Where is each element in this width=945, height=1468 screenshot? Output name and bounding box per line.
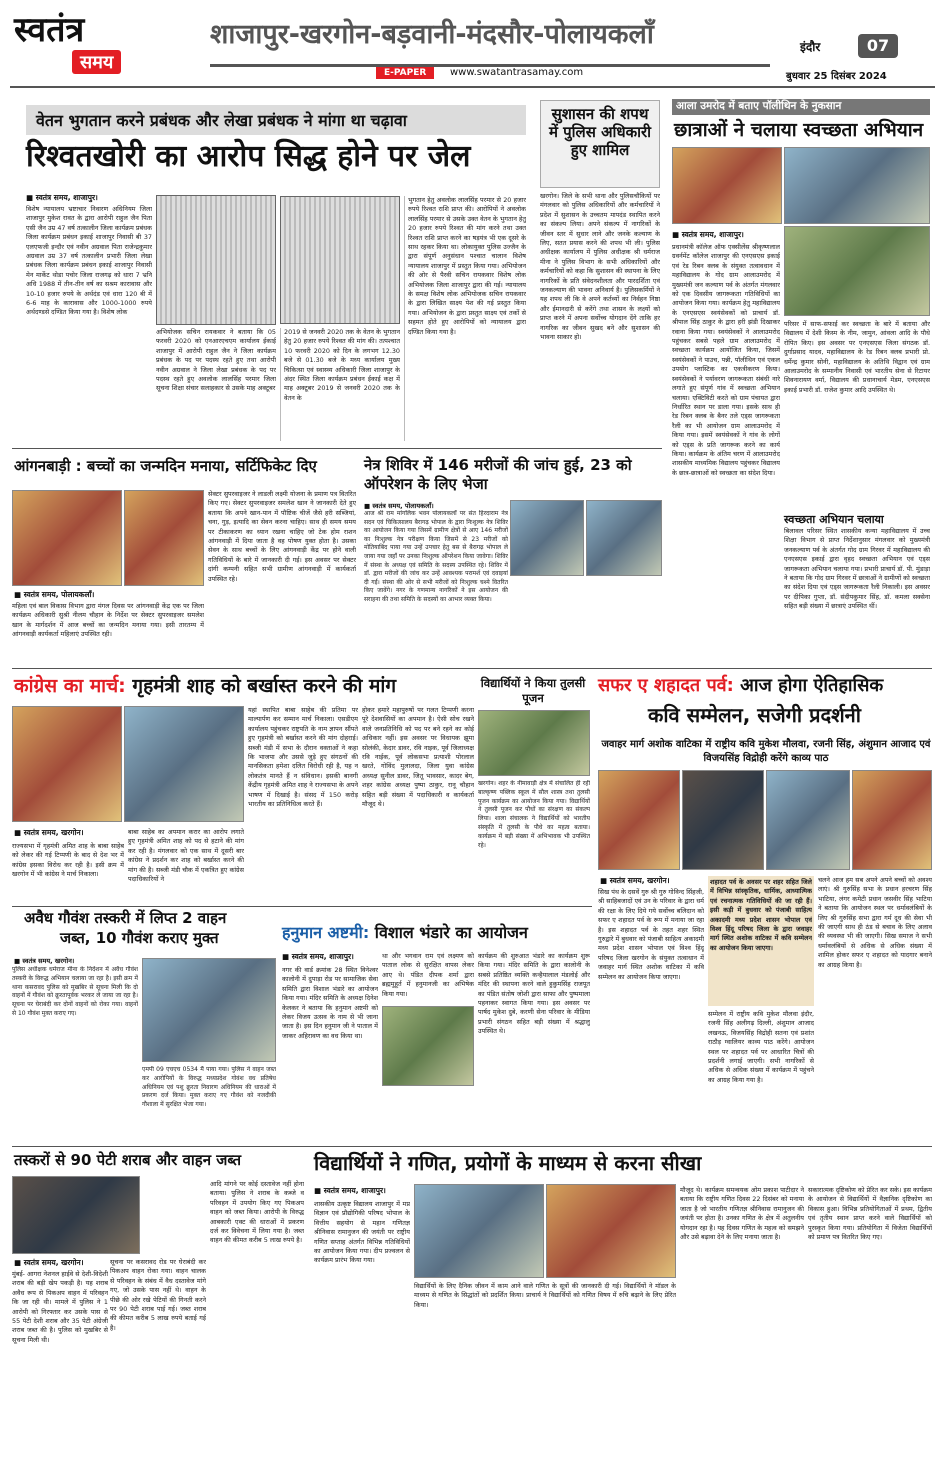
hanuman-photo	[382, 1006, 474, 1086]
anganwadi-col2: सेक्टर सुपरवाइजर ने लाडली लक्ष्मी योजना के प्रमाण पत्र वितरित किए गए। सेक्टर सुपरवाइजर समलेश खान ने जानकारी देते हुए बताया कि अपने खान-पान में पौष्टिक चीजें जैसे हरी सब्जियां, चना, गुड़, इत्यादि का सेवन करना चाहिए। साथ ही समय समय पर टीकाकरण का ध्यान रखना चाहिए जो टेक होम राशन आंगनवाड़ी में दिया जाता है वह पोषण युक्त होता है। उसका सेवन के साथ बच्चों के लिए आंगनवाड़ी केंद्र पर होने वाली गतिविधियों के बारे में जानकारी दी गई। इस अवसर पर सेक्टर दांगी कम्पनी सहित सभी ग्रामीण आंगनवाड़ी में कार्यकर्ता उपस्थित रहे।	[208, 490, 356, 583]
tulsi-headline: विद्यार्थियों ने किया तुलसी पूजन	[480, 676, 586, 705]
congress-photo-2	[124, 706, 244, 822]
clean-photo-2	[784, 147, 930, 224]
bribe-illustration-2	[280, 196, 400, 324]
anganwadi-col1: महिला एवं बाल विकास विभाग द्वारा मंगल दिवस पर आंगनवाड़ी केंद्र एक पर जिला कार्यक्रम अधिकारी सुश्री नीलम चौहान के निर्देश पर सेक्टर सुपरवाइजर समलेश खान के मार्गदर्शन में आज बच्चों का जन्मदिन मनाया गया। इसी तारतम्य में आंगनवाड़ी कार्यकर्ता महिलाएं उपस्थित रही।	[12, 602, 204, 639]
bribe-kicker: वेतन भुगतान करने प्रबंधक और लेखा प्रबंधक ने मांगा था चढ़ावा	[36, 111, 407, 130]
anganwadi-photo-1	[12, 490, 122, 586]
page-number: 07	[858, 34, 898, 58]
police-headline: सुशासन की शपथ में पुलिस अधिकारी हुए शामिल	[548, 105, 652, 159]
safar-photo-4	[852, 770, 932, 870]
anganwadi-byline: ■ स्वतंत्र समय, पोलायकलाँ।	[14, 590, 95, 599]
congress-col2: बाबा साहेब का अपमान करार का आरोप लगाते हुए गृहमंत्री अमित शाह को पद से हटाने की मांग कर रही है। मंगलवार को एक साथ में दूसरी बार कांग्रेस ने प्रदर्शन कर शाह को बर्खास्त करने की मांग की है। सब्जी मंडी चौक में एकत्रित हुए कांग्रेस पदाधिकारियों ने	[128, 828, 244, 884]
hanuman-headline-wrap	[282, 924, 592, 942]
hanuman-byline: ■ स्वतंत्र समय, शाजापुर।	[282, 952, 354, 961]
congress-byline: ■ स्वतंत्र समय, खरगोन।	[14, 828, 84, 837]
bribe-headline: रिश्वतखोरी का आरोप सिद्ध होने पर जेल	[26, 139, 471, 174]
cow-byline: ■ स्वतंत्र समय, खरगोन।	[14, 957, 75, 965]
liquor-headline: तस्करों से 90 पेटी शराब और वाहन जब्त	[14, 1151, 242, 1169]
math-headline: विद्यार्थियों ने गणित, प्रयोगों के माध्यम से करना सीखा	[314, 1151, 702, 1175]
tulsi-body: खरगोन। शहर के नीमावाड़ी क्षेत्र में संचालित ही रही बाल्कृष्ण पब्लिक स्कूल में सौल शास्त्र तथा तुलसी पूजन कार्यक्रम का आयोजन किया गया। विद्यार्थियों ने तुलसी पूजन कर पौधों का संरक्षण का संकल्प लिया। शाला संचालक ने विद्यार्थियों को भारतीय संस्कृति में तुलसी के पौधे का महत्व बताया। कार्यक्रम में बड़ी संख्या में अभिभावक भी उपस्थित रहे।	[478, 780, 590, 849]
congress-headline: गृहमंत्री शाह को बर्खास्त करने की मांग	[132, 675, 397, 697]
clean-sub-headline: स्वच्छता अभियान चलाया	[784, 513, 884, 526]
hanuman-col1: नगर की वार्ड क्रमांक 28 स्थित विनेश्वर कालोनी में दुपाड़ा रोड पर सामाजिक सेवा समिति द्वारा विशाल भंडारे का आयोजन किया गया। मंदिर समिति के अध्यक्ष दिनेश केलकर ने बताया कि हनुमान अष्टमी को लेकर विजय उत्सव के नाम से भी जाना जाता है। इस दिन हनुमान जी ने पाताल में जाकर अहिरावण का वध किया था।	[282, 966, 378, 1040]
tulsi-photo	[478, 710, 590, 776]
safar-headline-2: कवि सम्मेलन, सजेगी प्रदर्शनी	[648, 703, 861, 727]
liquor-col1: मुंबई- आगरा नेशनल हाईवे से देशी-विदेशी शराब की बड़ी खेप पकड़ी है। यह शराब अवैध रूप से पिकअप वाहन में परिवहन कि जा रही थी। मामले में पुलिस ने 1 आरोपी को गिरफ्तार कर उसके पास से 55 पेटी देशी शराब और 35 पेटी अंग्रेजी शराब जब्त की है। पुलिस को मुखबिर से सूचना मिली थी।	[12, 1270, 108, 1344]
website-link[interactable]: www.swatantrasamay.com	[450, 67, 584, 78]
section-divider-4	[12, 1146, 932, 1147]
eye-photo-2	[586, 500, 662, 576]
bribe-col1: विशेष न्यायालय भ्रष्टाचार निवारण अधिनियम जिला शाजापुर मुकेश रावत के द्वारा आरोपी राहुल जैन पिता एसी जैन उम्र 47 वर्ष तत्कालीन जिला कार्यक्रम प्रबंधक जिला कार्यक्रम प्रबंधन इकाई शाजापुर निवासी बी 37 एलएफजी इन्दौर एवं नवीन अग्रवाल पिता राजेन्द्रकुमार अग्रवाल उम्र 37 वर्ष तत्कालीन प्रभारी जिला लेखा प्रबंधक जिला कार्यक्रम प्रबंधन इकाई शाजापुर निवासी मेन मार्केट थोडा पचोर जिला राजगढ़ को धारा 7 भ्रनि अधि 1988 में तीन-तीन वर्ष का सश्रम कारावास और 10-10 हजार रुपये के अर्थदंड एवं धारा 120 बी में 6-6 माह के कारावास और 1000-1000 रुपये अर्थदण्डसे दण्डित किया गया है। विशेष लोक	[26, 205, 152, 317]
clean-col2: परिसर में साफ-सफाई कर स्वच्छता के बारे में बताया और विद्यालय में देशी किस्म के नीम, जामुन, आंवला आदि के पौधे रोपित किए। इस अवसर पर एनएसएस जिला संगठक डॉ. दुर्गाप्रसाद यादव, महाविद्यालय के रेड रिबन क्लब प्रभारी प्रो. धर्मेन्द्र कुमार सोनी, महाविद्यालय के अतिथि विद्वान एवं ग्राम आलाउमरोद के सम्मानीय निवासी एवं भारतीय सेना से रिटायर शिवनारायण वर्मा, विद्यालय की प्रधानाचार्य मेडम, एनएसएस इकाई प्रभारी डॉ. राजेश कुमार आदि उपस्थित थे।	[784, 320, 930, 394]
safar-col3: चलने आज हम सब अपने अपने बच्चों को अवश्य लाएं। श्री गुरुसिंह सभा के प्रधान हरचरण सिंह भाटिया, लंगर कमेटी प्रधान जसवीर सिंह भाटिया ने बताया कि आयोजन स्थल पर धर्मावलंबियों के लिए श्री गुरुसिंह सभा द्वारा गर्म दूध की सेवा भी की जाएगी साथ ही ठंड से बचाव के लिए अलाव की व्यवस्था भी की जाएगी। सिख समाज ने सभी धर्मावलंबियों से अधिक से अधिक संख्या में शामिल होकर सफर ए शहादत को यादगार बनाने का आग्रह किया है।	[818, 876, 932, 969]
safar-col1: सिख पंथ के दसवें गुरु श्री गुरु गोविन्द सिंहजी, श्री साहिबजादों एवं उन के परिवार के द्वारा धर्म की रक्षा के लिए दिये गये सर्वोच्च बलिदान को सफर ए शहादत पर्व के रूप में मनाया जा रहा है। इस शहादत पर्व के तहत शहर स्थित गुरुद्वारे में बुधवार को पंजाबी साहित्य अकादमी मध्य प्रदेश शासन भोपाल एवं विश्व हिंदू परिषद जिला खरगोन के संयुक्त तत्वाधान में जवाहर मार्ग स्थित अशोक वाटिका में कवि सम्मेलन का आयोजन किया जाएगा।	[598, 888, 704, 981]
liquor-photo	[12, 1176, 140, 1254]
safar-deck: जवाहर मार्ग अशोक वाटिका में राष्ट्रीय कवि मुकेश मौलवा, रजनी सिंह, अंशुमान आजाद एवं विजयसिंह विद्रोही करेंगे काव्य पाठ	[601, 739, 931, 764]
bribe-col2: अभियोजक सचिन रायकवार ने बताया कि 05 फरवरी 2020 को एनआरएचएम कार्यालय ईकाई शाजापुर में आरोपी राहुल जैन ने जिला कार्यक्रम प्रबंधक के पद पर पदस्थ रहते हुए तथा आरोपी नवीन अग्रवाल ने जिला लेखा प्रबंधक के पद पर पदस्थ रहते हुए अवलोक लालसिंह परमार जिला सूचना शिक्षा संचार सलाहकार से उसके माह अक्टूबर	[156, 328, 276, 393]
safar-headline-1: आज होगा ऐतिहासिक	[740, 675, 884, 696]
bribe-col3: 2019 से जनवरी 2020 तक के वेतन के भुगतान हेतु 20 हजार रुपये रिश्वत की मांग की। तत्पश्चात 10 फरवरी 2020 को दिन के लगभग 12.30 बजे से 01.30 बजे के मध्य कार्यालय मुख्य चिकित्सा एवं स्वास्थ्य अधिकारी जिला शाजापुर के अंदर स्थित जिला कार्यक्रम प्रबंधन ईकाई कक्ष में माह अक्टूबर 2019 से जनवरी 2020 तक के वेतन के	[280, 328, 400, 441]
math-col1: शासकीय उत्कृष्ट विद्यालय शाजापुर में मप्र विज्ञान एवं प्रौद्योगिकी परिषद भोपाल के वित्तीय सहयोग से महान गणितज्ञ श्रीनिवास रामानुजन की जयंती पर राष्ट्रीय गणित सप्ताह अंतर्गत विभिन्न गतिविधियों का आयोजन किया गया। दीप प्रज्वलन से कार्यक्रम प्रारंभ किया गया।	[314, 1200, 410, 1265]
clean-photo-1	[672, 147, 782, 224]
congress-col3: यहां स्थापित बाबा साहेब की प्रतिमा पर माल्यार्पण कर सम्मान मार्च निकाला। एसडीएम कार्यालय पहुंचकर राष्ट्रपति के नाम ज्ञापन सौंपते हुए गृहमंत्री को बर्खास्त करने की मांग दोहराई। सब्जी मंडी में सभा के दौरान वक्ताओं ने कहा कि भाजपा और उससे जुड़े हुए संगठनों की मानसिकता हमेशा दलित विरोधी रही है, यह न लोकतंत्र मानते हैं न संविधान। इसकी बानगी केंद्रीय गृहमंत्री अमित शाह ने राज्यसभा के अपने भाषण में दिखाई है। संसद में 150 करोड़ भारतीय का प्रतिनिधित्व करते हैं।	[248, 706, 358, 809]
cow-col1: पुलिस अधीक्षक धर्मराज मीना के निर्देशन में अवैध गौवंश तस्करी के विरुद्ध अभियान चलाया जा रहा है। इसी क्रम में थाना कसरावद पुलिस को मुखबिर से सूचना मिली कि दो वाहनों में गौवंश को क्रूरतापूर्वक भरकर ले जाया जा रहा है। सूचना पर घेराबंदी कर दोनों वाहनों को रोका गया। वाहनों से 10 गौवंश मुक्त कराए गए।	[12, 966, 138, 1017]
anganwadi-photo-2	[124, 490, 204, 586]
edition-title: शाजापुर-खरगोन-बड़वानी-मंदसौर-पोलायकलाँ	[210, 19, 654, 50]
section-divider-1	[12, 448, 662, 449]
epaper-label: E-PAPER	[376, 67, 434, 79]
safar-headline-prefix: सफर ए शहादत पर्व:	[598, 675, 734, 696]
safar-byline: ■ स्वतंत्र समय, खरगोन।	[600, 876, 670, 885]
section-divider-3	[12, 906, 592, 907]
masthead-logo	[14, 10, 164, 82]
bribe-illustration	[156, 195, 276, 325]
hanuman-col2: था और भगवान राम एवं लक्ष्मण को पाताल लोक से सुरक्षित वापस लेकर आए थे। पंडित दीपक शर्मा द्वारा ब्रह्ममुहूर्त में हनुमानजी का अभिषेक किया गया।	[382, 952, 474, 998]
masthead-divider	[10, 86, 935, 88]
eye-photo-1	[510, 500, 584, 576]
clean-kicker: आला उमरोद में बताए पॉलीथिन के नुकसान	[672, 99, 930, 115]
safar-callout: शहादत पर्व के अवसर पर शहर सहित जिले में विभिन्न सांस्कृतिक, धार्मिक, आध्यात्मिक एवं रचनात्मक गतिविधियों की जा रही हैं। इसी कड़ी में बुधवार को पंजाबी साहित्य अकादमी मध्य प्रदेश शासन भोपाल एवं विश्व हिंदू परिषद जिला के द्वारा जवाहर मार्ग स्थित अशोक वाटिका में कवि सम्मेलन का आयोजन किया जाएगा।	[710, 878, 812, 952]
safar-photo-1	[598, 770, 680, 870]
cow-headline-2: जब्त, 10 गौवंश कराए मुक्त	[60, 929, 219, 947]
eye-byline: ■ स्वतंत्र समय, पोलायकलाँ।	[364, 502, 434, 510]
police-body: खरगोन। जिले के सभी थाना और पुलिसचौकियों पर मंगलवार को पुलिस अधिकारियों और कर्मचारियों ने प्रदेश में सुशासन के उच्चतम मापदंड स्थापित करने का संकल्प लिया। अपने संकल्प में नागरिकों के जीवन स्तर में सुधार लाने और जनके कल्याण के लिए, सतत प्रयास करने की शपथ भी ली। पुलिस अधीक्षक कार्यालय में पुलिस अधीक्षक श्री धर्मराज मीना ने पुलिस विभाग के सभी अधिकारियों और कर्मचारियों को कहा कि सुशासन की स्थापना के लिए नागरिकों के प्रति संवेदनशीलता और पारदर्शिता एवं जनकल्याण की भावना अनिवार्य है। पुलिसकर्मियों ने यह शपथ ली कि वे अपने कर्तव्यों का निर्वहन निष्ठा और ईमानदारी से करेंगे तथा शासन के लक्ष्यों को प्राप्त करने में अपना सर्वोच्च योगदान देंगे ताकि हर नागरिक का जीवन सुखद बने और सुशासन की भावना साकार हो।	[540, 192, 660, 342]
eye-headline: नेत्र शिविर में 146 मरीजों की जांच हुई, 23 को ऑपरेशन के लिए भेजा	[364, 456, 632, 493]
safar-col2: सम्मेलन में राष्ट्रीय कवि मुकेश मौलवा इंदौर, रजनी सिंह अलीगढ़ दिल्ली, अंशुमान आजाद लखनऊ, विजयसिंह विद्रोही सतना एवं प्रशांत राठौड़ ग्वालियर काव्य पाठ करेंगे। आयोजन स्थल पर शहादत पर्व पर आधारित चित्रों की प्रदर्शनी लगाई जाएगी। सभी नागरिकों से अधिक से अधिक संख्या में कार्यक्रम में पहुंचने का आग्रह किया गया है।	[708, 1010, 814, 1084]
math-col2: विद्यार्थियों के लिए दैनिक जीवन में काम आने वाले गणित के सूत्रों की जानकारी दी गई। विद्यार्थियों ने मॉडल के माध्यम से गणित के सिद्धांतों को प्रदर्शित किया। प्राचार्य ने विद्यार्थियों को गणित विषय में रुचि बढ़ाने के लिए प्रेरित किया।	[414, 1282, 676, 1309]
safar-photo-2	[682, 770, 764, 870]
cow-headline-1: अवैध गौवंश तस्करी में लिप्त 2 वाहन	[24, 909, 227, 927]
police-headline-box	[540, 100, 660, 188]
math-byline: ■ स्वतंत्र समय, शाजापुर।	[314, 1186, 386, 1195]
congress-photo-1	[12, 706, 122, 822]
hanuman-col3: कार्यक्रम की शुरुआत भंडारे का कार्यक्रम शुरू किया गया। मंदिर समिति के द्वारा कालोनी के सबसे प्रतिष्ठित व्यक्ति कन्हैयालाल मंडलोई और मंदिर की स्थापना करने वाले हुकुमसिंह राजपूत का पंडित संतोष जोशी द्वारा साफा और पुष्पमाला पहनाकर स्वागत किया गया। इस अवसर पर पार्षद मुकेश दुबे, करणी सेना परिवार के मीडिया प्रभारी संगठन सहित बड़ी संख्या में श्रद्धालु उपस्थित थे।	[478, 952, 590, 1036]
anganwadi-headline: आंगनबाड़ी : बच्चों का जन्मदिन मनाया, सर्टिफिकेट दिए	[14, 457, 317, 475]
eye-body-2	[510, 580, 662, 664]
safar-headline-wrap	[598, 676, 932, 696]
math-col4: सकारात्मक दृष्टिकोण को प्रेरित कर सके। इस कार्यक्रम के आयोजन से विद्यार्थियों में वैज्ञानिक दृष्टिकोण का विकास हुआ। विभिन्न प्रतियोगिताओं में प्रथम, द्वितीय एवं तृतीय स्थान प्राप्त करने वाले विद्यार्थियों को पुरस्कृत किया गया। प्रतियोगिता में विजेता विद्यार्थियों को प्रमाण पत्र वितरित किए गए।	[808, 1186, 932, 1242]
clean-photo-3	[784, 226, 930, 316]
issue-date: बुधवार 25 दिसंबर 2024	[786, 71, 887, 82]
safar-photo-3	[766, 770, 850, 870]
bribe-byline: ■ स्वतंत्र समय, शाजापुर।	[26, 193, 98, 202]
liquor-byline: ■ स्वतंत्र समय, खरगोन।	[14, 1258, 84, 1267]
bribe-col4: भुगतान हेतु अवलोक लालसिंह परमार से 20 हजार रुपये रिश्वत राशि प्राप्त की। आरोपियों ने अवलोक लालसिंह परमार से उसके उक्त वेतन के भुगतान हेतु 20 हजार रुपये रिश्वत की मांग करने तथा उक्त रिश्वत राशि प्राप्त करने का षड़यंत्र भी एक दूसरे के साथ रहकर किया था। लोकायुक्त पुलिस उज्जैन के द्वारा संपूर्ण अनुसंधान पश्चात चालान विशेष न्यायालय शाजापुर में प्रस्तुत किया गया। अभियोजन की ओर से पैरवी सचिन रायकवार विशेष लोक अभियोजक जिला शाजापुर द्वारा की गई। न्यायालय के समक्ष विशेष लोक अभियोजक सचिन रायकवार के द्वारा लिखित साक्ष्य पेश की गई प्रस्तुत किया गया। अभियोजन के द्वारा प्रस्तुत साक्ष्य एवं तर्को से सहमत होते हुए आरोपियों को न्यायालय द्वारा दण्डित किया गया है।	[404, 196, 526, 441]
bribe-kicker-box	[26, 105, 526, 135]
congress-col4: होकर हमारे महापुरुषों पर गलत टिप्पणी करना पूरे देशवासियों का अपमान है। ऐसी सोच रखने वाले जनप्रतिनिधि को पद पर बने रहने का कोई अधिकार नहीं। इस अवसर पर विधायक झूमा सोलंकी, केदार डावर, रवि नाइक, पूर्व जिलाध्यक्ष रवि नाईक, पूर्व लोकसभा प्रत्याशी पोरलाल खरते, गोविंद मुलालदा, जिला युवा कांग्रेस अध्यक्ष सुनील डावर, जितू भावसार, कादर बेग, शहर कांग्रेस अध्यक्ष पुष्पा ठाकुर, रानू चौहान सहित बड़ी संख्या में पदाधिकारी व कार्यकर्ता मौजूद थे।	[362, 706, 474, 809]
eye-body: आज श्री राम मांगलिक भवन पोलायकलाँ पर संत हिरदाराम नेत्र सदन एवं चिकित्सालय बैरागढ़ भोपाल के द्वारा निःशुल्क नेत्र शिविर का आयोजन किया गया जिसमें ग्रामीण क्षेत्रों से आए 146 मरीजों का निःशुल्क नेत्र परीक्षण किया जिसमें से 23 मरीजों को मोतियाबिंद पाया गया उन्हें उपचार हेतु बस से बैरागढ़ भोपाल ले जाया गया जहाँ पर उनका निःशुल्क ऑपरेशन किया जावेगा। शिविर में संस्था के अध्यक्ष एवं समिति के सदस्य उपस्थित रहे। शिविर में डॉ. द्वारा मरीजों की जांच कर उन्हें आवश्यक परामर्श एवं दवाइयां दी गईं। संस्था की ओर से सभी मरीजों को निःशुल्क चश्मे वितरित किए जावेंगे। नगर के गणमान्य नागरिकों ने इस आयोजन की सराहना की तथा समिति के सदस्यों का आभार व्यक्त किया।	[364, 510, 508, 603]
logo-top: स्वतंत्र	[14, 10, 85, 50]
logo-bottom: समय	[72, 50, 121, 74]
hanuman-headline-prefix: हनुमान अष्टमी:	[282, 923, 370, 942]
congress-col1: राज्यसभा में गृहमंत्री अमित शाह के बाबा साहेब को लेकर की गई टिप्पणी के बाद से देश भर में कांग्रेस इसका विरोध कर रही है। इसी क्रम में खरगोन में भी कांग्रेस ने मार्च निकाला।	[12, 842, 124, 879]
liquor-col3: आदि मांगने पर कोई दस्तावेज नहीं होना बताया। पुलिस ने शराब के कब्जे व परिवहन में उपयोग किए गए पिकअप वाहन को जब्त किया। आरोपी के विरुद्ध आबकारी एक्ट की धाराओं में प्रकरण दर्ज कर विवेचना में लिया गया है। जब्त वाहन की कीमत करीब 5 लाख रुपये है।	[210, 1180, 304, 1245]
liquor-col2: सूचना पर कसरावद रोड पर घेराबंदी कर पिकअप वाहन रोका गया। वाहन चालक से परिवहन के संबंध में वैध दस्तावेज मांगे गए, जो उसके पास नहीं थे। वाहन के पीछे की ओर रखे पेटियों की गिनती करने पर 90 पेटी शराब पाई गई। जब्त शराब की कीमत करीब 5 लाख रुपये बताई गई है।	[110, 1258, 206, 1332]
clean-headline: छात्राओं ने चलाया स्वच्छता अभियान	[674, 119, 924, 141]
clean-byline: ■ स्वतंत्र समय, शाजापुर।	[672, 230, 744, 239]
city-label: इंदौर	[800, 40, 821, 54]
cow-col2: एमपी 09 एचएच 0534 मैं पाया गया। पुलिस ने वाहन जब्त कर आरोपियों के विरुद्ध मध्यप्रदेश गोवंश वध प्रतिषेध अधिनियम एवं पशु क्रूरता निवारण अधिनियम की धाराओं में प्रकरण दर्ज किया। मुक्त कराए गए गौवंश को नजदीकी गौशाला में सुरक्षित भेजा गया।	[142, 1066, 276, 1109]
math-photo-2	[546, 1184, 676, 1278]
section-divider-2	[12, 668, 932, 669]
congress-headline-prefix: कांग्रेस का मार्च:	[14, 675, 126, 697]
clean-col1: प्रधानमंत्री कॉलेज ऑफ एक्सीलेंस श्रीकृष्णलाल ग्रवर्नमेंट कॉलेज शाजापुर की एनएसएस इकाई एवं रेड रिबन क्लब के संयुक्त तत्वावधान में महाविद्यालय के गोद ग्राम आलाउमरोद में मुख्यमंत्री जन कल्याण पर्व के अंतर्गत मंगलवार को एक दिवसीय जागरूकता गतिविधियों का आयोजन किया गया। कार्यक्रम हेतु महाविद्यालय के एनएसएस स्वयंसेवकों को प्राचार्य डॉ. श्रीपाल सिंह ठाकुर के द्वारा हरी झंडी दिखाकर रवाना किया गया। स्वयंसेवकों ने आलाउमरोद पहुंचकर सबसे पहले ग्राम आलाउमरोद में स्वच्छता कार्यक्रम आयोजित किया, जिसमें स्वयंसेवकों ने पाउच, पन्नी, पॉलीथिन एवं एकल उपयोग प्लास्टिक का एकत्रीकरण किया। स्वयंसेवकों ने पर्यावरण जागरूकता संबंधी नारे लगाते हुए संपूर्ण गांव में स्वच्छता अभियान चलाया। एक्टिविटी करते को ग्राम पंचायत द्वारा निर्धारित स्थान पर डाला गया। इसके साथ ही रेड रिबन क्लब के बैनर तले एड्स जागरूकता रैली का भी आयोजन ग्राम आलाउमरोद में किया गया। इसमें स्वयंसेवकों ने गांव के लोगों को एड्स के प्रति जागरूक करने का कार्य किया। कार्यक्रम के अंतिम चरण में आलाउमरोद शासकीय माध्यमिक विद्यालय पहुंचकर विद्यालय के छात्र-छात्राओं को स्वच्छता का संदेश दिया।	[672, 243, 780, 477]
math-photo-1	[414, 1184, 544, 1278]
hanuman-headline: विशाल भंडारे का आयोजन	[374, 923, 528, 942]
safar-callout-box	[708, 876, 814, 1006]
cow-photo	[142, 958, 276, 1062]
congress-headline-wrap	[14, 676, 474, 697]
clean-sub-body: बिलावल परिसर स्थित शासकीय कन्या महाविद्यालय में उच्च शिक्षा विभाग से प्राप्त निर्देशानुसार मंगलवार को मुख्यमंत्री जनकल्याण पर्व के अंतर्गत गोद ग्राम गिरवर में महाविद्यालय की एनएसएस इकाई द्वारा वृहद स्वच्छता अभियान एवं एड्स जागरूकता अभियान चलाया गया। प्रभारी प्राचार्य डॉ. पी. मुंडाड़ा ने बताया कि गोद ग्राम गिरवर में छात्राओं ने ग्रामीणों को स्वच्छता का संदेश दिया एवं एड्स जागरूकता रैली निकाली। इस अवसर पर दीपिका गुप्ता, डॉ. संदीपकुमार सिंह, डॉ. कमला सक्सेना सहित बड़ी संख्या में छात्राएं उपस्थित थीं।	[784, 527, 930, 611]
math-col3: मौजूद थे। कार्यक्रम समन्वयक ओम प्रकाश पाटीदार ने बताया कि राष्ट्रीय गणित दिवस 22 दिसंबर को मनाया जाता है जो भारतीय गणितज्ञ श्रीनिवास रामानुजन की जयंती पर होता है। उनका गणित के क्षेत्र में अतुलनीय योगदान रहा है। यह दिवस गणित के महत्व को समझने और उसे बढ़ावा देने के लिए मनाया जाता है।	[680, 1186, 804, 1242]
